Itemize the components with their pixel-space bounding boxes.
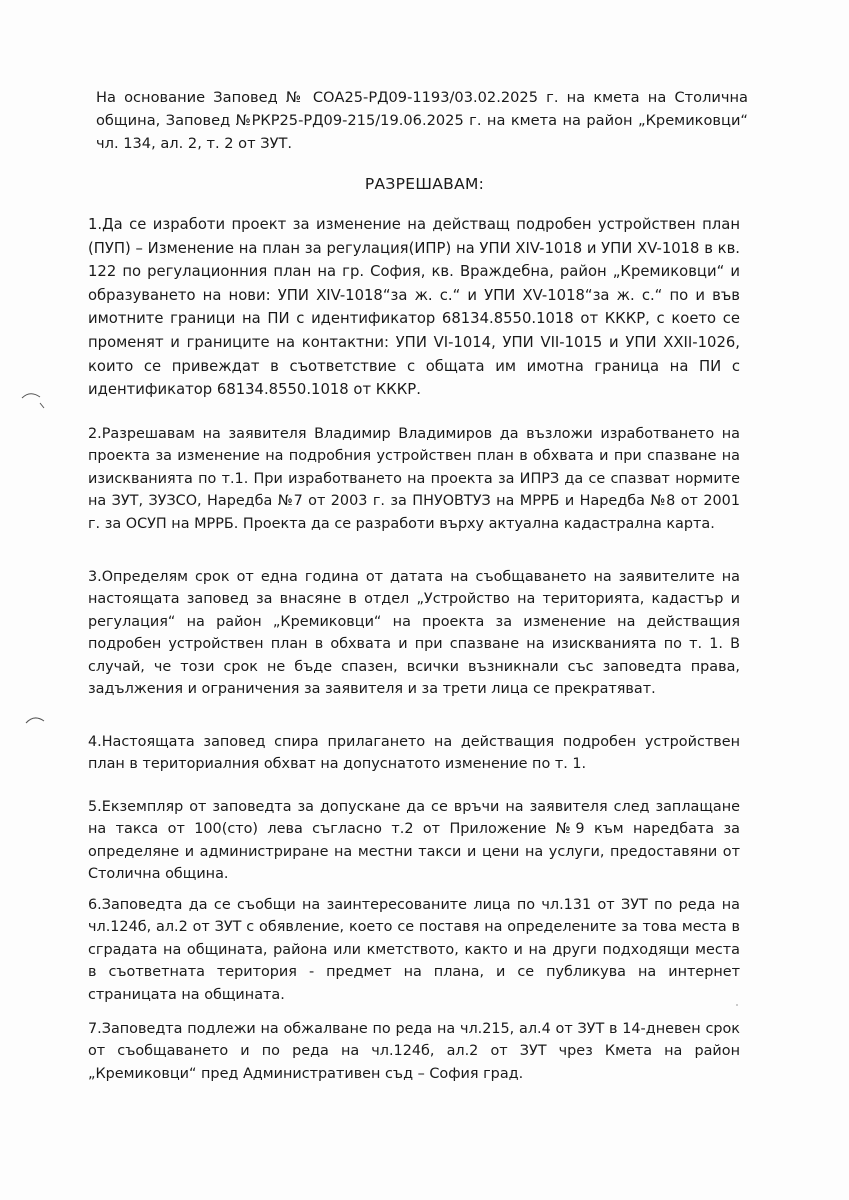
punch-hole-mark (24, 711, 50, 741)
paragraph-2: 2.Разрешавам на заявителя Владимир Владимиров да възложи изработването на проекта за изменение на подробния устройствен план в обхвата и при спазване на изискванията по т.1. При изработването на проекта за ИПРЗ да се спазват нормите на ЗУТ, ЗУЗСО, Наредба №7 от 2003 г. за ПНУОВТУЗ на МРРБ и Наредба №8 от 2001 г. за ОСУП на МРРБ. Проекта да се разработи върху актуална кадастрална карта. (88, 426, 740, 532)
paragraph-1: 1.Да се изработи проект за изменение на действащ подробен устройствен план (ПУП) – Изменение на план за регулация(ИПР) на УПИ XIV-1018 и УПИ XV-1018 в кв. 122 по регулационния план на гр. София, кв. Враждебна, район „Кремиковци“ и образуването на нови: УПИ XIV-1018“за ж. с.“ и УПИ XV-1018“за ж. с.“ по и във имотните граници на ПИ с идентификатор 68134.8550.1018 от КККР, с което се променят и границите на контактни: УПИ VI-1014, УПИ VII-1015 и УПИ XXII-1026, които се привеждат в съответствие с общата им имотна граница на ПИ с идентификатор 68134.8550.1018 от КККР. (88, 216, 740, 399)
punch-hole-mark (20, 388, 46, 418)
intro-paragraph: На основание Заповед № СОА25-РД09-1193/03.02.2025 г. на кмета на Столична община, Заповед №РКР25-РД09-215/19.06.2025 г. на кмета на район „Кремиковци“ чл. 134, ал. 2, т. 2 от ЗУТ. (96, 89, 748, 152)
paragraph-5: 5.Екземпляр от заповедта за допускане да се връчи на заявителя след заплащане на такса от 100(сто) лева съгласно т.2 от Приложение №9 към наредбата за определяне и администриране на местни такси и цени на услуги, предоставяни от Столична община. (88, 799, 740, 883)
paragraph-3: 3.Определям срок от една година от датата на съобщаването на заявителите на настоящата заповед за внасяне в отдел „Устройство на територията, кадастър и регулация“ на район „Кремиковци“ на проекта за изменение на действащия подробен устройствен план в обхвата и при спазване на изискванията по т. 1. В случай, че този срок не бъде спазен, всички възникнали със заповедта права, задължения и ограничения за заявителя и за трети лица се прекратяват. (88, 569, 740, 698)
order-heading: РАЗРЕШАВАМ: (364, 175, 485, 193)
scan-speck (736, 1004, 738, 1006)
paragraph-4: 4.Настоящата заповед спира прилагането на действащия подробен устройствен план в териториалния обхват на допуснатото изменение по т. 1. (88, 734, 740, 773)
paragraph-7: 7.Заповедта подлежи на обжалване по реда на чл.215, ал.4 от ЗУТ в 14-дневен срок от съобщаването и по реда на чл.124б, ал.2 от ЗУТ чрез Кмета на район „Кремиковци“ пред Административен съд – София град. (88, 1021, 740, 1082)
paragraph-6: 6.Заповедта да се съобщи на заинтересованите лица по чл.131 от ЗУТ по реда на чл.124б, ал.2 от ЗУТ с обявление, което се поставя на определените за това места в сградата на общината, района или кметството, както и на други подходящи места в съответната територия - предмет на плана, и се публикува на интернет страницата на общината. (88, 897, 740, 1003)
